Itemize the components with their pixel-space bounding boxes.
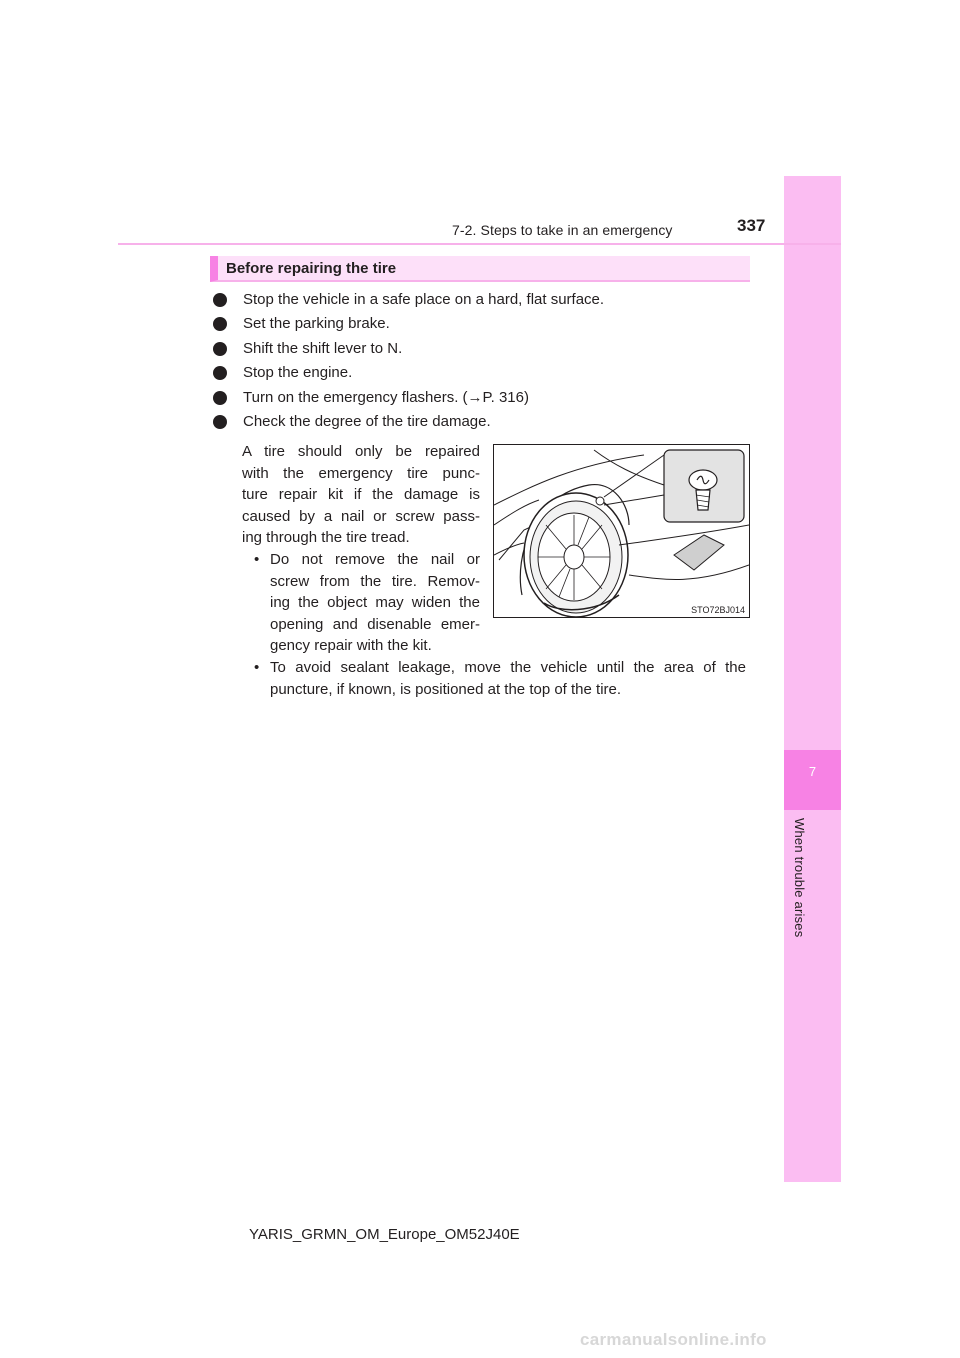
note-nail-screw <box>254 549 480 657</box>
bullet-dot-icon <box>213 293 227 307</box>
header-section-title: 7-2. Steps to take in an emergency <box>452 222 673 238</box>
list-item-text: Turn on the emergency flashers. (→P. 316) <box>243 388 529 406</box>
list-item <box>213 388 753 412</box>
note-line: To avoid sealant leakage, move the vehicle until the area of the <box>270 659 746 676</box>
list-item <box>213 290 753 314</box>
list-item <box>213 412 753 436</box>
note-line: puncture, if known, is positioned at the top of the tire. <box>270 680 622 698</box>
list-item <box>213 314 753 338</box>
note-bullet-icon: • <box>254 551 260 568</box>
bullet-dot-icon <box>213 415 227 429</box>
note-line: Do not remove the nail or <box>270 551 480 568</box>
paragraph-line: ing through the tire tread. <box>242 529 410 547</box>
list-item-text: Shift the shift lever to N. <box>243 339 403 357</box>
list-item <box>213 363 753 387</box>
paragraph-line: caused by a nail or screw pass- <box>242 507 480 525</box>
bullet-dot-icon <box>213 366 227 380</box>
paragraph-line: with the emergency tire punc- <box>242 464 480 482</box>
bullet-dot-icon <box>213 342 227 356</box>
list-item-text: Check the degree of the tire damage. <box>243 412 491 430</box>
list-item-text: Set the parking brake. <box>243 315 390 333</box>
section-heading-text: Before repairing the tire <box>226 260 397 277</box>
damage-paragraph <box>242 441 480 549</box>
note-line: opening and disenable emer- <box>270 615 480 633</box>
section-heading <box>210 256 750 282</box>
list-item-text: Stop the vehicle in a safe place on a hard, flat surface. <box>243 291 605 308</box>
page-number: 337 <box>737 216 766 235</box>
watermark: carmanualsonline.info <box>580 1330 767 1349</box>
footer-document-id: YARIS_GRMN_OM_Europe_OM52J40E <box>249 1226 520 1243</box>
bullet-list <box>213 290 753 436</box>
side-tab <box>784 176 841 1182</box>
list-item-text: Stop the engine. <box>243 364 353 382</box>
chapter-number: 7 <box>808 764 817 779</box>
tire-with-screw-illustration-icon <box>494 445 749 617</box>
note-line: screw from the tire. Remov- <box>270 572 480 590</box>
bullet-dot-icon <box>213 391 227 405</box>
paragraph-line: A tire should only be repaired <box>242 443 480 460</box>
header-rule <box>118 243 841 245</box>
note-bullet-icon: • <box>254 659 260 676</box>
side-tab-chapter-number[interactable] <box>784 750 841 810</box>
bullet-dot-icon <box>213 317 227 331</box>
tire-figure <box>493 444 750 618</box>
list-item <box>213 339 753 363</box>
paragraph-line: ture repair kit if the damage is <box>242 486 480 504</box>
note-line: ing the object may widen the <box>270 594 480 612</box>
side-tab-chapter-label: When trouble arises <box>792 818 807 938</box>
figure-code: STO72BJ014 <box>691 605 745 615</box>
note-line: gency repair with the kit. <box>270 637 432 655</box>
note-sealant-leakage <box>254 657 746 700</box>
